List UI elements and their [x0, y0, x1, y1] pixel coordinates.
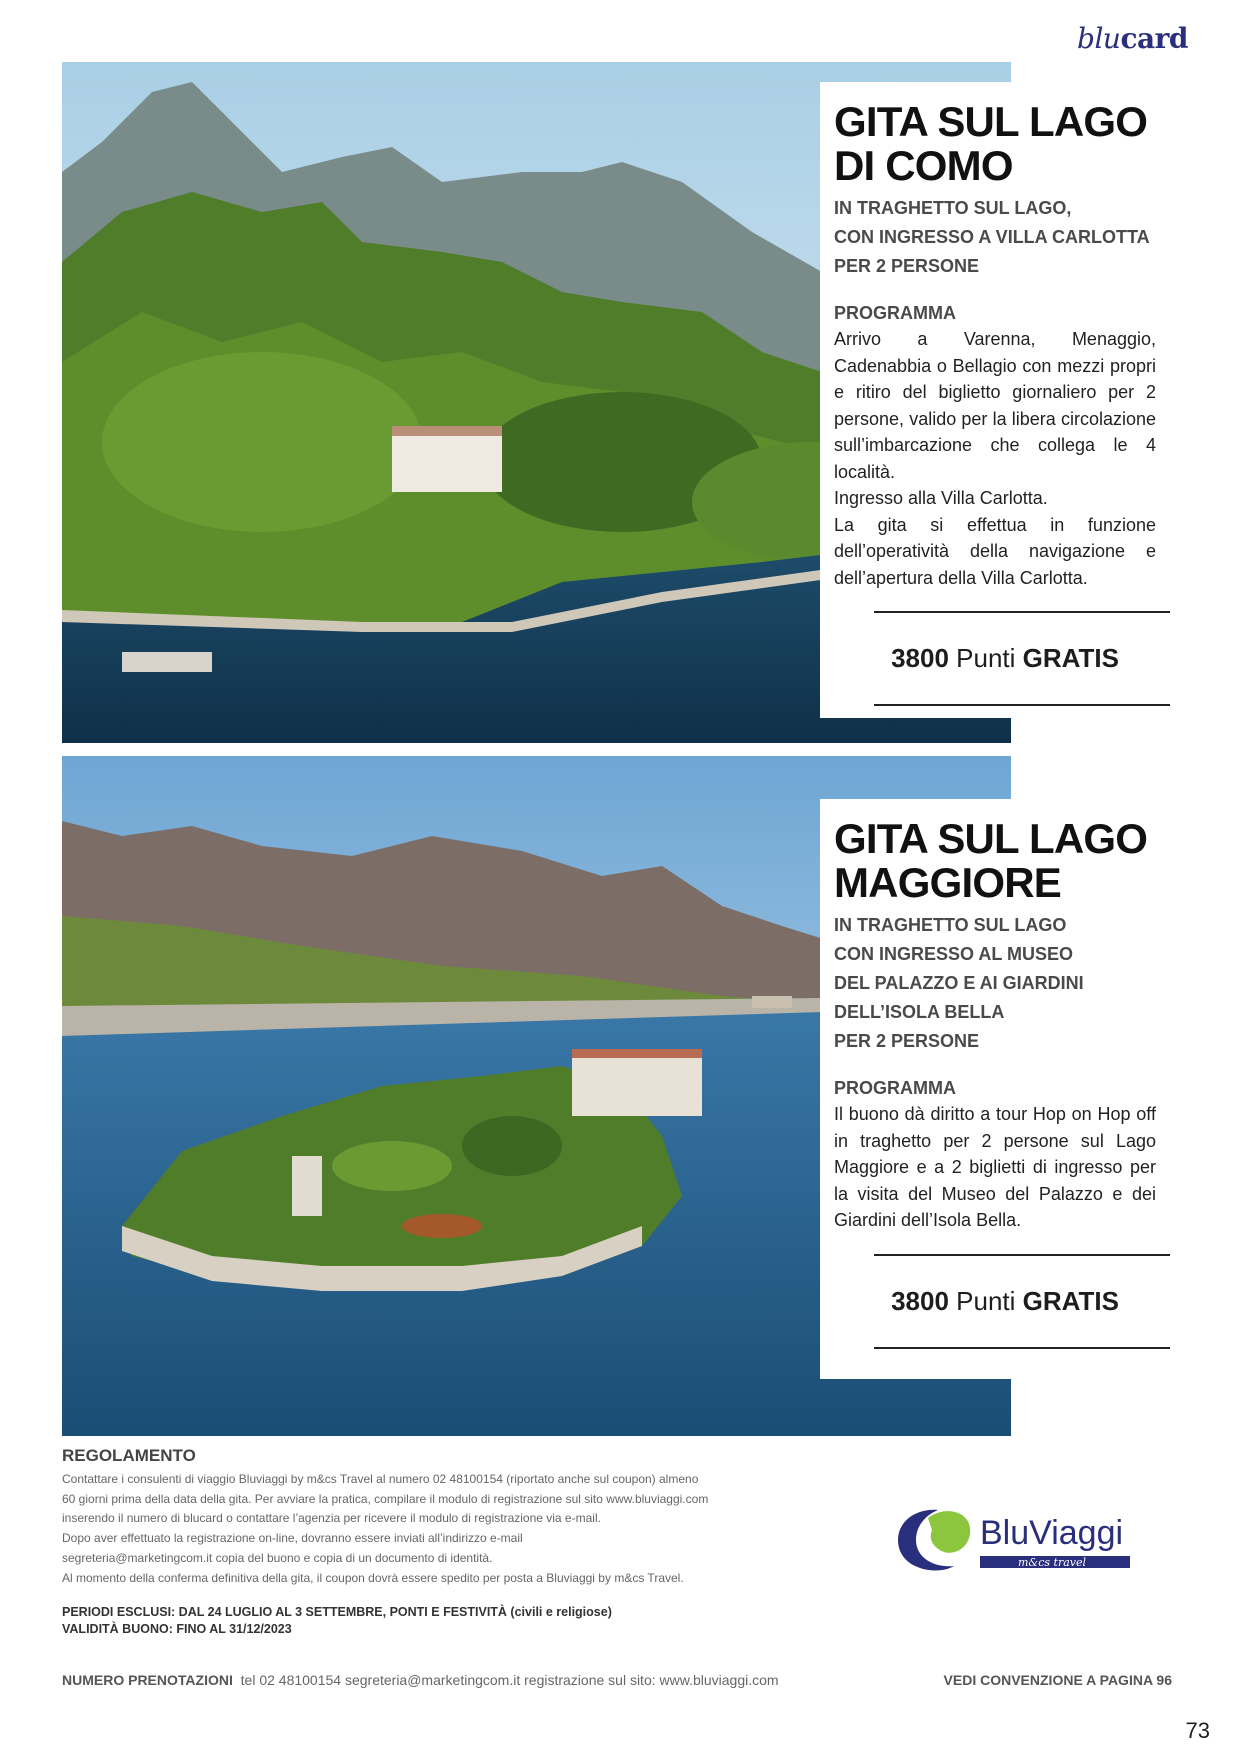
booking-contacts: tel 02 48100154 segreteria@marketingcom.it registrazione sul sito: www.bluviaggi.com — [240, 1672, 779, 1688]
program-text-3: La gita si effettua in funzione dell’operatività della navigazione e dell’apertura della Villa Carlotta. — [834, 514, 1156, 588]
program-text: Arrivo a Varenna, Menaggio, Cadenabbia o Bellagio con mezzi propri e ritiro del biglietto giornaliero per 2 persone, valido per la libera circolazione sull’imbarcazione che collega le 4 località. — [834, 329, 1156, 482]
bluviaggi-logo — [888, 1500, 1138, 1580]
booking-label: NUMERO PRENOTAZIONI — [62, 1672, 233, 1688]
footer — [62, 1672, 1172, 1688]
program-title: PROGRAMMA — [834, 303, 956, 323]
offer-card-como — [820, 82, 1170, 718]
rules-section — [62, 1446, 822, 1638]
see-convention: VEDI CONVENZIONE A PAGINA 96 — [943, 1672, 1172, 1688]
offer-title: GITA SUL LAGO DI COMO — [834, 98, 1148, 189]
offer-subtitle: IN TRAGHETTO SUL LAGO CON INGRESSO AL MUSEO DEL PALAZZO E AI GIARDINI DELL’ISOLA BELLA PER 2 PERSONE — [834, 915, 1084, 1051]
excluded-periods: PERIODI ESCLUSI: DAL 24 LUGLIO AL 3 SETTEMBRE, PONTI E FESTIVITÀ (civili e religiose) VALIDITÀ BUONO: FINO AL 31/12/2023 — [62, 1605, 612, 1637]
program-title: PROGRAMMA — [834, 1078, 956, 1098]
price: 3800 Punti GRATIS — [891, 1285, 1119, 1316]
divider — [874, 1347, 1170, 1349]
offer-card-maggiore — [820, 799, 1170, 1379]
rules-body: Contattare i consulenti di viaggio Bluviaggi by m&cs Travel al numero 02 48100154 (riportato anche sul coupon) almeno 60 giorni prima della data della gita. Per avviare la pratica, compilare il modulo di registrazione sul sito www.bluviaggi.com inserendo il numero di blucard o contattare l’agenzia per ricevere il modulo di registrazione via e-mail. Dopo aver effettuato la registrazione on-line, dovranno essere inviati all’indirizzo e-mail segreteria@marketingcom.it copia del buono e copia di un documento di identità. Al momento della conferma definitiva della gita, il coupon dovrà essere spedito per posta a Bluviaggi by m&cs Travel. — [62, 1472, 709, 1585]
price: 3800 Punti GRATIS — [891, 643, 1119, 673]
rules-title: REGOLAMENTO — [62, 1446, 196, 1465]
svg-text:BluViaggi: BluViaggi — [980, 1514, 1124, 1552]
blucard-logo: blucard — [1077, 22, 1188, 55]
page-number: 73 — [1185, 1718, 1210, 1743]
offer-title: GITA SUL LAGO MAGGIORE — [834, 815, 1148, 906]
offer-subtitle: IN TRAGHETTO SUL LAGO, CON INGRESSO A VILLA CARLOTTA PER 2 PERSONE — [834, 198, 1150, 276]
program-text: Il buono dà diritto a tour Hop on Hop off in traghetto per 2 persone sul Lago Maggiore e a 2 biglietti di ingresso per la visita del Museo del Palazzo e dei Giardini dell’Isola Bella. — [834, 1104, 1156, 1230]
divider — [874, 704, 1170, 706]
logo-tagline: m&cs travel — [1018, 1556, 1087, 1569]
program-text-2: Ingresso alla Villa Carlotta. — [834, 488, 1048, 508]
